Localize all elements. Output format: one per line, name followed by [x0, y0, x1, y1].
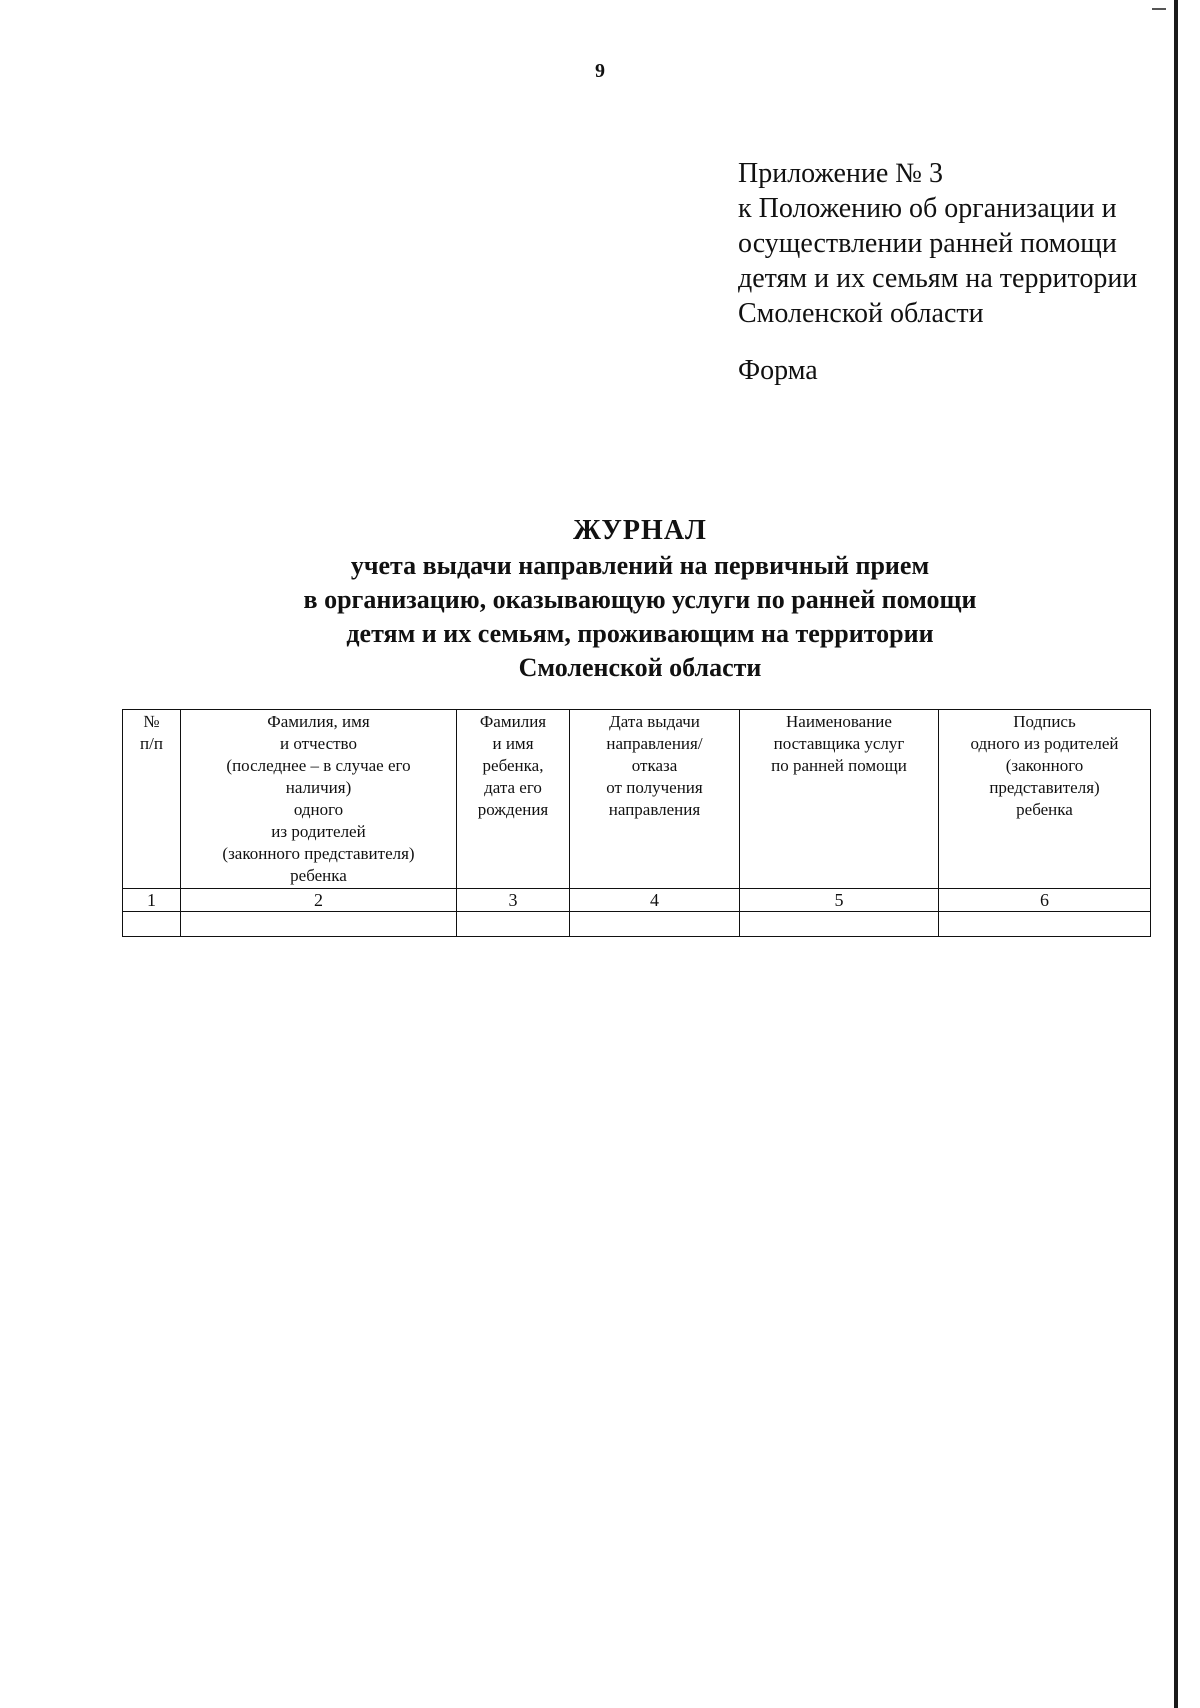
empty-cell	[457, 912, 570, 937]
page-number: 9	[595, 60, 605, 82]
form-label: Форма	[738, 355, 818, 386]
column-number-cell: 2	[181, 889, 457, 912]
title-line: Смоленской области	[518, 653, 762, 682]
appendix-line: детям и их семьям на территории	[738, 263, 1138, 294]
header-cell-parent-name: Фамилия, имя и отчество (последнее – в случае его наличия) одного из родителей (законного представителя) ребенка	[181, 710, 457, 889]
empty-cell	[740, 912, 939, 937]
scan-mark	[1152, 8, 1166, 10]
column-number-cell: 5	[740, 889, 939, 912]
empty-cell	[939, 912, 1151, 937]
journal-table	[122, 709, 1151, 937]
appendix-line: осуществлении ранней помощи	[738, 228, 1117, 259]
title-line: в организацию, оказывающую услуги по ранней помощи	[303, 585, 977, 614]
empty-cell	[570, 912, 740, 937]
empty-cell	[123, 912, 181, 937]
column-number-cell: 3	[457, 889, 570, 912]
header-cell-issue-date: Дата выдачи направления/ отказа от получения направления	[570, 710, 740, 889]
empty-cell	[181, 912, 457, 937]
title-line: учета выдачи направлений на первичный прием	[350, 551, 930, 580]
title-main: ЖУРНАЛ	[573, 515, 707, 546]
appendix-block	[738, 156, 1178, 331]
title-line: детям и их семьям, проживающим на территории	[346, 619, 934, 648]
column-number-cell: 6	[939, 889, 1151, 912]
appendix-line: Приложение № 3	[738, 158, 943, 189]
appendix-line: к Положению об организации и	[738, 193, 1117, 224]
header-cell-provider: Наименование поставщика услуг по ранней помощи	[740, 710, 939, 889]
column-number-cell: 1	[123, 889, 181, 912]
empty-entry-row	[123, 912, 1151, 937]
column-number-row	[123, 889, 1151, 912]
table-header-row	[123, 710, 1151, 889]
appendix-line: Смоленской области	[738, 298, 984, 329]
header-cell-number: № п/п	[123, 710, 181, 889]
column-number-cell: 4	[570, 889, 740, 912]
document-title	[0, 513, 1200, 685]
header-cell-child-name: Фамилия и имя ребенка, дата его рождения	[457, 710, 570, 889]
header-cell-signature: Подпись одного из родителей (законного представителя) ребенка	[939, 710, 1151, 889]
